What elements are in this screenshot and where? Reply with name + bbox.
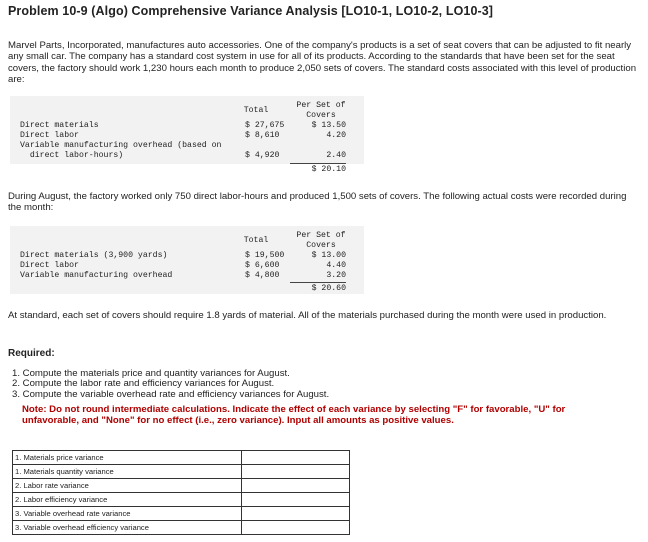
requirement-item: 2. Compute the labor rate and efficiency variances for August. [12,378,275,390]
answer-row-label: 2. Labor efficiency variance [13,493,242,507]
table-row [13,465,350,479]
std-row-per-set: 2.40 [326,151,346,160]
answer-cell[interactable] [242,507,350,521]
act-row-total: $ 6,600 [245,261,280,270]
act-row-label: Direct materials (3,900 yards) [20,251,168,260]
answer-table [12,450,350,535]
table-row [13,479,350,493]
std-col-per-set: Per Set of Covers [296,101,346,120]
intro-paragraph: Marvel Parts, Incorporated, manufactures auto accessories. One of the company's products is a set of seat covers that can be adjusted to fit nearly any small car. The company has a standard cost system in use for all of its products. According to the standards that have been set for the seat covers, the factory should work 1,230 hours each month to produce 2,050 sets of covers. The standard costs associated with this level of production are: [8,40,637,86]
act-row-per-set: 3.20 [326,271,346,280]
act-col-total: Total [243,236,269,245]
std-row-label: Direct labor [20,131,79,140]
answer-cell[interactable] [242,493,350,507]
act-row-label: Direct labor [20,261,79,270]
std-row-label: Variable manufacturing overhead (based on direct labor-hours) [20,141,222,160]
required-heading: Required: [8,348,55,359]
standard-cost-table [10,96,364,164]
answer-row-label: 1. Materials quantity variance [13,465,242,479]
requirement-item: 3. Compute the variable overhead rate and efficiency variances for August. [12,388,330,400]
answer-row-label: 2. Labor rate variance [13,479,242,493]
requirement-item: 1. Compute the materials price and quantity variances for August. [12,368,290,379]
act-row-total: $ 4,800 [245,271,280,280]
answer-cell[interactable] [242,521,350,535]
std-sum-per-set: $ 20.10 [290,163,346,175]
act-row-per-set: $ 13.00 [311,251,346,260]
std-row-total: $ 27,675 [245,121,285,130]
std-row-total: $ 8,610 [245,131,280,140]
act-row-total: $ 19,500 [245,251,285,260]
table-row [13,451,350,465]
std-row-total: $ 4,920 [245,151,280,160]
answer-row-label: 3. Variable overhead efficiency variance [13,521,242,535]
act-sum-per-set: $ 20.60 [290,282,346,294]
answer-row-label: 3. Variable overhead rate variance [13,507,242,521]
std-row-per-set: $ 13.50 [311,121,346,130]
answer-cell[interactable] [242,451,350,465]
standard-paragraph: At standard, each set of covers should require 1.8 yards of material. All of the materials purchased during the month were used in production. [8,310,607,321]
act-row-label: Variable manufacturing overhead [20,271,173,280]
std-row-per-set: 4.20 [326,131,346,140]
table-row [13,493,350,507]
std-row-label: Direct materials [20,121,99,130]
problem-title: Problem 10-9 (Algo) Comprehensive Variance Analysis [LO10-1, LO10-2, LO10-3] [8,4,494,18]
instructions-note: Note: Do not round intermediate calculations. Indicate the effect of each variance by selecting "F" for favorable, "U" for unfavorable, and "None" for no effect (i.e., zero variance). Input all amounts as positive values. [22,404,566,427]
requirements-list [12,369,329,400]
answer-cell[interactable] [242,465,350,479]
august-paragraph: During August, the factory worked only 750 direct labor-hours and produced 1,500 sets of covers. The following actual costs were recorded during the month: [8,191,627,214]
act-row-per-set: 4.40 [326,261,346,270]
answer-row-label: 1. Materials price variance [13,451,242,465]
answer-cell[interactable] [242,479,350,493]
table-row [13,507,350,521]
act-col-per-set: Per Set of Covers [296,231,346,250]
table-row [13,521,350,535]
std-col-total: Total [243,106,269,115]
